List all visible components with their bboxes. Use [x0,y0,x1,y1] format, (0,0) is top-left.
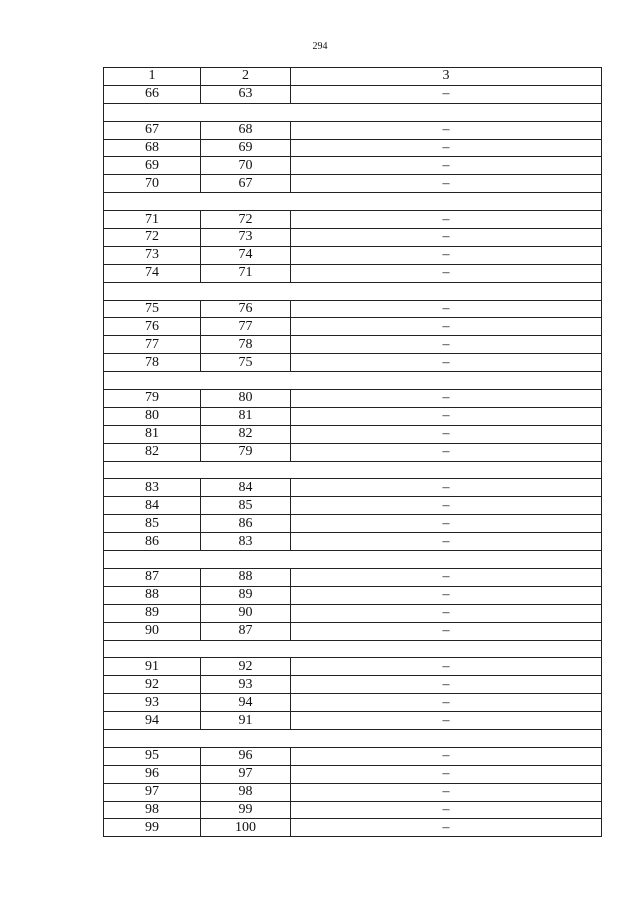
table-row [104,497,602,515]
page-number: 294 [312,41,328,52]
separator-cell [104,193,602,211]
separator-cell [104,461,602,479]
table-cell: 81 [201,407,291,425]
table-row [104,318,602,336]
table-cell: 86 [104,533,201,551]
table-cell: 88 [201,568,291,586]
table-cell: 84 [104,497,201,515]
table-cell: 71 [104,211,201,229]
table-cell-dash: – [291,425,602,443]
table-row [104,568,602,586]
table-cell-dash: – [291,264,602,282]
table-cell: 97 [104,783,201,801]
table-separator-row [104,282,602,300]
table-cell-dash: – [291,336,602,354]
table-cell-dash: – [291,85,602,103]
table-row [104,139,602,157]
table-row [104,783,602,801]
table-cell-dash: – [291,604,602,622]
table-separator-row [104,372,602,390]
separator-cell [104,729,602,747]
table-row [104,658,602,676]
table-cell: 96 [201,747,291,765]
table-cell: 67 [104,121,201,139]
table-row [104,479,602,497]
table-separator-row [104,640,602,658]
table-cell: 96 [104,765,201,783]
table-cell: 89 [201,586,291,604]
data-table [103,67,602,837]
table-row [104,157,602,175]
table-cell-dash: – [291,246,602,264]
table-cell: 83 [104,479,201,497]
table-cell: 94 [104,712,201,730]
table-cell: 90 [201,604,291,622]
table-cell-dash: – [291,497,602,515]
table-cell-dash: – [291,712,602,730]
table-cell-dash: – [291,407,602,425]
table-cell: 91 [104,658,201,676]
table-row [104,407,602,425]
table-cell: 90 [104,622,201,640]
table-header-row [104,68,602,86]
table-cell: 76 [104,318,201,336]
table-cell: 77 [201,318,291,336]
table-cell: 83 [201,533,291,551]
table-row [104,229,602,247]
table-row [104,694,602,712]
table-separator-row [104,551,602,569]
table-cell-dash: – [291,533,602,551]
table-cell-dash: – [291,515,602,533]
table-cell-dash: – [291,765,602,783]
table-row [104,85,602,103]
table-cell: 88 [104,586,201,604]
table-cell-dash: – [291,694,602,712]
table-row [104,712,602,730]
table-row [104,604,602,622]
separator-cell [104,103,602,121]
table-cell: 97 [201,765,291,783]
table-cell: 78 [104,354,201,372]
table-cell: 80 [104,407,201,425]
table-row [104,443,602,461]
table-cell: 75 [104,300,201,318]
table-cell: 77 [104,336,201,354]
table-cell-dash: – [291,354,602,372]
table-cell: 99 [104,819,201,837]
table-cell: 66 [104,85,201,103]
table-cell: 71 [201,264,291,282]
table-body [104,85,602,836]
table-row [104,819,602,837]
table-cell-dash: – [291,819,602,837]
separator-cell [104,551,602,569]
table-row [104,747,602,765]
table-cell-dash: – [291,139,602,157]
table-cell-dash: – [291,801,602,819]
table-cell-dash: – [291,318,602,336]
table-cell-dash: – [291,211,602,229]
table-row [104,801,602,819]
table-cell-dash: – [291,568,602,586]
table-cell: 68 [104,139,201,157]
table-cell: 85 [201,497,291,515]
table-cell: 79 [104,390,201,408]
table-cell-dash: – [291,586,602,604]
table-separator-row [104,729,602,747]
table-cell: 69 [201,139,291,157]
table-cell: 91 [201,712,291,730]
table-cell: 68 [201,121,291,139]
table-cell: 70 [104,175,201,193]
table-cell-dash: – [291,300,602,318]
table-cell: 82 [104,443,201,461]
table-cell: 98 [201,783,291,801]
table-cell: 87 [104,568,201,586]
table-cell: 63 [201,85,291,103]
table-cell: 92 [104,676,201,694]
table-cell-dash: – [291,157,602,175]
table-cell: 72 [201,211,291,229]
table-cell: 92 [201,658,291,676]
table-cell: 100 [201,819,291,837]
table-row [104,765,602,783]
table-cell: 69 [104,157,201,175]
table-row [104,300,602,318]
table-cell-dash: – [291,229,602,247]
table-cell-dash: – [291,622,602,640]
table-cell: 73 [104,246,201,264]
table-row [104,336,602,354]
table-cell: 89 [104,604,201,622]
table-cell-dash: – [291,676,602,694]
table-row [104,622,602,640]
table-row [104,354,602,372]
table-cell: 67 [201,175,291,193]
table-cell: 73 [201,229,291,247]
table-cell: 79 [201,443,291,461]
table-cell: 87 [201,622,291,640]
column-header: 1 [104,68,201,86]
table-row [104,515,602,533]
table-cell: 72 [104,229,201,247]
table-cell: 86 [201,515,291,533]
table-cell-dash: – [291,390,602,408]
table-cell: 74 [201,246,291,264]
table-cell: 94 [201,694,291,712]
table-cell: 85 [104,515,201,533]
table-cell-dash: – [291,479,602,497]
table-cell-dash: – [291,783,602,801]
table-row [104,676,602,694]
table-row [104,425,602,443]
separator-cell [104,640,602,658]
table-cell-dash: – [291,121,602,139]
column-header: 2 [201,68,291,86]
table-row [104,586,602,604]
separator-cell [104,282,602,300]
table-cell: 93 [104,694,201,712]
table-separator-row [104,461,602,479]
table-cell: 74 [104,264,201,282]
table-row [104,211,602,229]
table-row [104,390,602,408]
table-cell: 84 [201,479,291,497]
separator-cell [104,372,602,390]
table-separator-row [104,103,602,121]
table-separator-row [104,193,602,211]
table-cell: 75 [201,354,291,372]
table-row [104,533,602,551]
table-cell-dash: – [291,175,602,193]
table-cell: 80 [201,390,291,408]
table-cell-dash: – [291,658,602,676]
table-cell: 93 [201,676,291,694]
table-row [104,175,602,193]
table-cell: 82 [201,425,291,443]
table-cell: 76 [201,300,291,318]
table-cell: 95 [104,747,201,765]
table-cell: 78 [201,336,291,354]
table-cell: 70 [201,157,291,175]
table-cell: 81 [104,425,201,443]
table-cell-dash: – [291,443,602,461]
table-cell-dash: – [291,747,602,765]
table-row [104,121,602,139]
table-cell: 99 [201,801,291,819]
table-row [104,264,602,282]
table-cell: 98 [104,801,201,819]
column-header: 3 [291,68,602,86]
table-row [104,246,602,264]
